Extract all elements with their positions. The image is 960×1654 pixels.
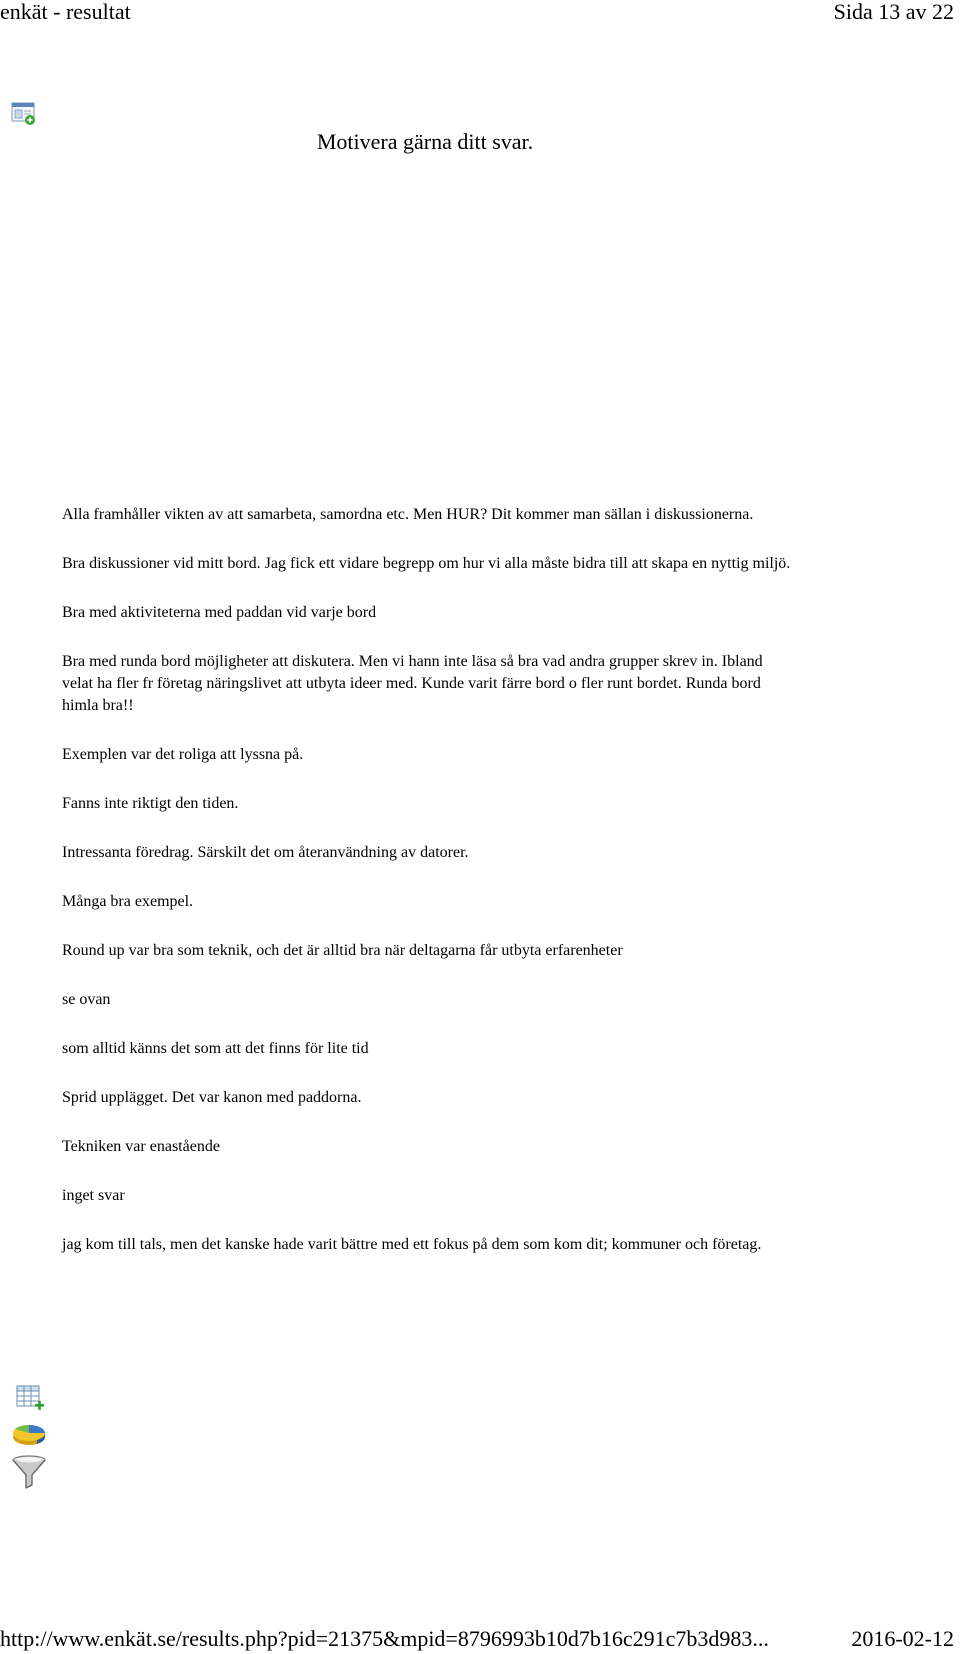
pie-chart-icon[interactable]: [11, 1420, 47, 1448]
answer-item: Bra diskussioner vid mitt bord. Jag fick ett vidare begrepp om hur vi alla måste bidra till att skapa en nyttig miljö.: [62, 555, 791, 572]
answer-item: Exemplen var det roliga att lyssna på.: [62, 746, 304, 763]
add-chart-icon[interactable]: [11, 102, 37, 126]
answer-item: Alla framhåller vikten av att samarbeta, samordna etc. Men HUR? Dit kommer man sällan i diskussionerna.: [62, 506, 754, 523]
footer-url: http://www.enkät.se/results.php?pid=21375&mpid=8796993b10d7b16c291c7b3d983...: [0, 1626, 769, 1651]
filter-icon[interactable]: [11, 1455, 47, 1491]
answer-item: inget svar: [62, 1187, 125, 1204]
answer-item: Bra med aktiviteterna med paddan vid varje bord: [62, 604, 377, 621]
answer-item: se ovan: [62, 991, 111, 1008]
answer-item: Bra med runda bord möjligheter att diskutera. Men vi hann inte läsa så bra vad andra grupper skrev in. Ibland velat ha fler fr företag näringslivet att utbyta ideer med. Kunde varit färre bord o fler runt bordet. Runda bord himla bra!!: [62, 653, 763, 714]
question-text: Motivera gärna ditt svar.: [316, 129, 534, 154]
answer-item: Intressanta föredrag. Särskilt det om återanvändning av datorer.: [62, 844, 469, 861]
add-table-icon[interactable]: [15, 1384, 45, 1414]
answer-item: Round up var bra som teknik, och det är alltid bra när deltagarna får utbyta erfarenheter: [62, 942, 623, 959]
answer-item: jag kom till tals, men det kanske hade varit bättre med ett fokus på dem som kom dit; kommuner och företag.: [62, 1236, 762, 1253]
answer-item: Tekniken var enastående: [62, 1138, 220, 1155]
answers-list: [62, 504, 792, 1283]
answer-item: Fanns inte riktigt den tiden.: [62, 795, 239, 812]
page-number: Sida 13 av 22: [833, 0, 954, 24]
document-title: enkät - resultat: [0, 0, 131, 24]
footer-date: 2016-02-12: [851, 1626, 954, 1651]
answer-item: Många bra exempel.: [62, 893, 194, 910]
answer-item: Sprid upplägget. Det var kanon med paddorna.: [62, 1089, 362, 1106]
answer-item: som alltid känns det som att det finns för lite tid: [62, 1040, 369, 1057]
